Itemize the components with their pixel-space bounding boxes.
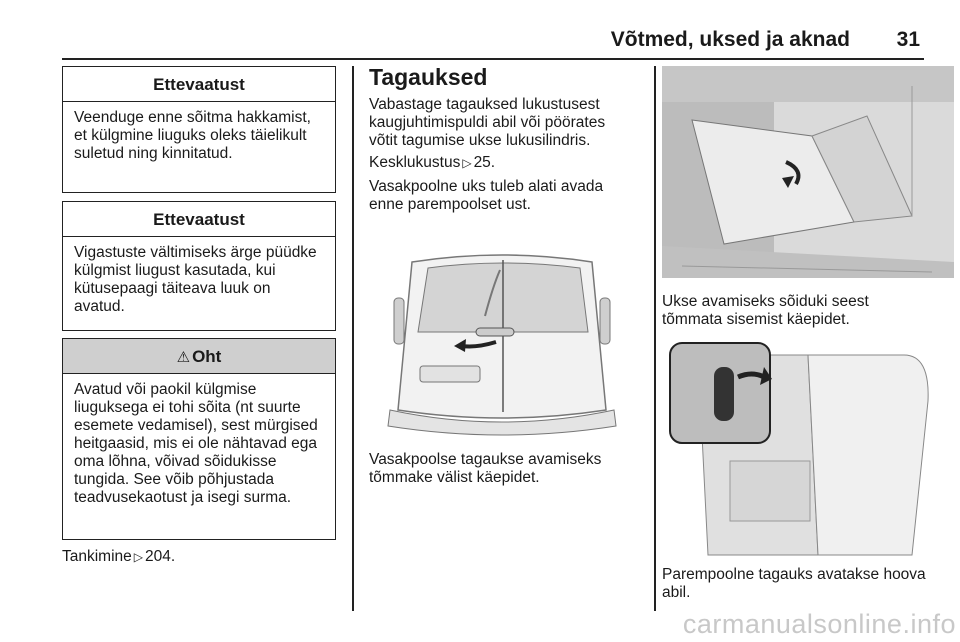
danger-box (62, 338, 336, 540)
column-divider-right (654, 66, 656, 611)
page-reference-arrow-icon (460, 154, 473, 171)
right-door-lever-illustration (668, 341, 942, 557)
danger-heading: ⚠ Oht (63, 339, 335, 374)
intro-paragraph: Vabastage tagauksed lukustusest kaugjuhtimispuldi abil või pöörates võtit tagumise ukse lukusilindris. (369, 96, 606, 149)
caution-heading: Ettevaatust (63, 202, 335, 237)
danger-text: Avatud või paokil külgmise liuguksega ei tohi sõita (nt suurte esemete vedamisel), sest mürgised heitgaasid, mis ei ole nähtavad ega oma lõhna, võivad sõidukisse tungida. See võib põhjustada teadvusekaotust ja isegi surma. (74, 381, 318, 506)
header-divider (62, 58, 924, 60)
caption-exterior-handle: Vasakpoolse tagaukse avamiseks tõmmake välist käepidet. (369, 451, 602, 486)
door-order-note: Vasakpoolne uks tuleb alati avada enne parempoolset ust. (369, 178, 604, 213)
page-number: 31 (896, 28, 920, 51)
caution-text: Vigastuste vältimiseks ärge püüdke külgmist liugust kasutada, kui kütusepaagi täiteava luuk on avatud. (74, 244, 317, 315)
caution-text: Veenduge enne sõitma hakkamist, et külgmine liuguks oleks täielikult suletud ning kinnitatud. (74, 109, 311, 162)
section-title: Tagauksed (369, 64, 488, 90)
warning-triangle-icon: ⚠ (176, 349, 191, 366)
refuelling-reference[interactable]: Tankimine▷ 204. (62, 548, 175, 566)
caption-interior-handle: Ukse avamiseks sõiduki seest tõmmata sisemist käepidet. (662, 293, 869, 328)
watermark: carmanualsonline.info (682, 609, 956, 639)
caution-box-2 (62, 201, 336, 331)
page-header-title: Võtmed, uksed ja aknad (610, 28, 850, 51)
caption-lever: Parempoolne tagauks avatakse hoova abil. (662, 566, 926, 601)
rear-doors-exterior-illustration (384, 248, 620, 442)
page-reference-arrow-icon (132, 548, 145, 565)
central-locking-reference[interactable]: Kesklukustus▷ 25. (369, 154, 495, 172)
caution-box-1 (62, 66, 336, 193)
column-divider-left (352, 66, 354, 611)
rear-door-interior-illustration (662, 66, 954, 278)
caution-heading: Ettevaatust (63, 67, 335, 102)
